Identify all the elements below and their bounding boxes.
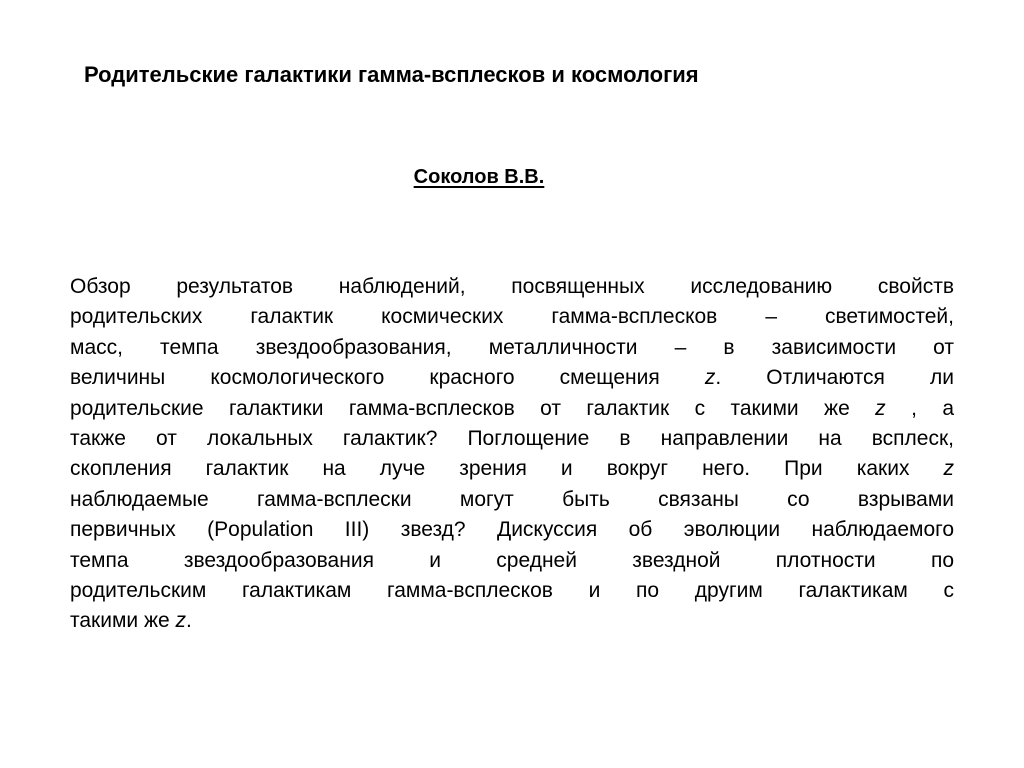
abstract-line [70, 302, 954, 332]
abstract-line [70, 606, 954, 636]
abstract-text: такими же [70, 609, 176, 633]
author-name [0, 160, 958, 194]
abstract-text: величины космологического красного смещения [70, 366, 705, 390]
redshift-variable: z [943, 457, 954, 481]
abstract-line [70, 515, 954, 545]
slide-title: Родительские галактики гамма-всплесков и космология [84, 62, 699, 87]
abstract-text: наблюдаемые гамма-всплески могут быть связаны со взрывами [70, 487, 954, 511]
abstract-line [70, 546, 954, 576]
abstract-text: родительских галактик космических гамма-всплесков – светимостей, [70, 305, 954, 329]
abstract-line [70, 272, 954, 302]
redshift-variable: z [175, 609, 187, 633]
abstract-line [70, 485, 954, 515]
abstract-text: , а [885, 396, 954, 420]
abstract-line [70, 394, 954, 424]
abstract-text: родительским галактикам гамма-всплесков и по другим галактикам с [70, 578, 954, 602]
abstract-line [70, 363, 954, 393]
abstract-text: масс, темпа звездообразования, металличности – в зависимости от [70, 335, 954, 359]
abstract-text: . Отличаются ли [715, 366, 954, 390]
redshift-variable: z [704, 366, 716, 390]
author-name-text: Соколов В.В. [413, 166, 545, 188]
abstract-text: темпа звездообразования и средней звездной плотности по [70, 548, 954, 572]
abstract-line [70, 576, 954, 606]
abstract-text: Обзор результатов наблюдений, посвященных исследованию свойств [70, 275, 954, 298]
redshift-variable: z [875, 396, 886, 420]
abstract-paragraph [70, 272, 954, 637]
abstract-text: скопления галактик на луче зрения и вокруг него. При каких [70, 457, 944, 481]
abstract-text: родительские галактики гамма-всплесков от галактик с такими же [70, 396, 876, 420]
abstract-text: первичных (Population III) звезд? Дискуссия об эволюции наблюдаемого [70, 518, 954, 542]
abstract-line [70, 454, 954, 484]
abstract-text: также от локальных галактик? Поглощение в направлении на всплеск, [70, 426, 954, 450]
abstract-text: . [186, 609, 192, 633]
abstract-line [70, 424, 954, 454]
abstract-line [70, 333, 954, 363]
